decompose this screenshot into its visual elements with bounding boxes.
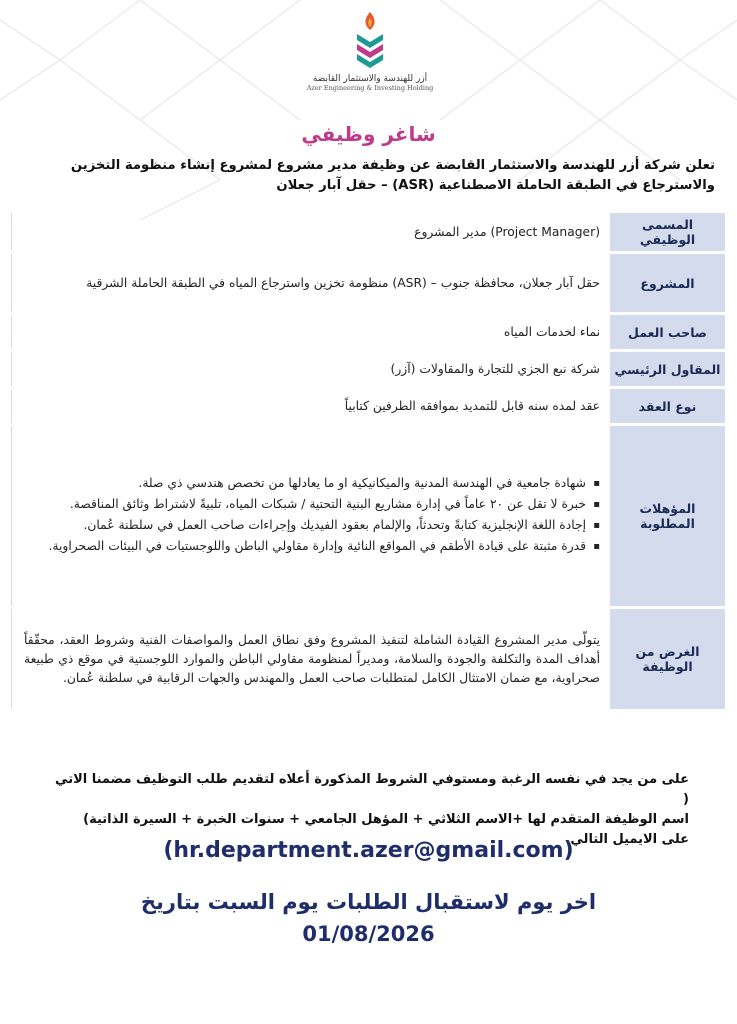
qualifications-list xyxy=(24,474,600,556)
contact-email[interactable]: (hr.department.azer@gmail.com) xyxy=(163,838,574,863)
table-row xyxy=(11,213,725,251)
table-row xyxy=(11,254,725,312)
table-row xyxy=(11,609,725,709)
table-row xyxy=(11,315,725,349)
row-value: شركة نبع الجزي للتجارة والمقاولات (آزر) xyxy=(11,352,610,386)
row-value: حقل آبار جعلان، محافظة جنوب – (ASR) منظومة تخزين واسترجاع المياه في الطبقة الحاملة الشرقية xyxy=(11,254,610,312)
job-details-table xyxy=(11,210,725,712)
row-value: يتولّى مدير المشروع القيادة الشاملة لتنفيذ المشروع وفق نطاق العمل والمواصفات الفنية وشروط العقد، محقّقاً أهداف المدة والتكلفة والجودة والسلامة، ومديراً لمنظومة مقاولي الباطن والموارد اللوجستية في موقع ذي طبيعة صحراوية، مع ضمان الامتثال الكامل لمتطلبات صاحب العمل والمهندس والجهات الرقابية في سلطنة عُمان. xyxy=(11,609,610,709)
apply-line: على الايميل التالي xyxy=(570,832,689,847)
logo-mark-icon xyxy=(353,10,387,72)
list-item: ▪ إجادة اللغة الإنجليزية كتابةً وتحدثاً، والإلمام بعقود الفيديك وإجراءات صاحب العمل في سلطنة عُمان. xyxy=(24,516,586,535)
logo-name-arabic: أزر للهندسة والاستثمار القابضة xyxy=(312,74,428,84)
row-value: عقد لمده سنه قابل للتمديد بموافقه الطرفين كتابياً xyxy=(11,389,610,423)
company-logo xyxy=(300,10,440,110)
list-item: ▪ شهادة جامعية في الهندسة المدنية والميكانيكية او ما يعادلها من تخصص هندسي ذي صلة. xyxy=(24,474,586,493)
row-value: (Project Manager) مدير المشروع xyxy=(11,213,610,251)
row-label: صاحب العمل xyxy=(610,315,725,349)
apply-line: على من يجد في نفسه الرغبة ومستوفي الشروط المذكورة أعلاه لتقديم طلب التوظيف مضمنا الاتي ( xyxy=(55,772,689,807)
row-label: المشروع xyxy=(610,254,725,312)
table-row xyxy=(11,426,725,606)
deadline-date: 01/08/2026 xyxy=(302,922,435,946)
qualifications-list-cell xyxy=(11,426,610,606)
table-row xyxy=(11,352,725,386)
page-title: شاغر وظيفي xyxy=(301,122,436,146)
deadline-text: اخر يوم لاستقبال الطلبات يوم السبت بتاريخ xyxy=(140,890,597,914)
row-label: المقاول الرئيسي xyxy=(610,352,725,386)
row-value: نماء لخدمات المياه xyxy=(11,315,610,349)
list-item: ▪ قدرة مثبتة على قيادة الأطقم في المواقع النائية وإدارة مقاولي الباطن واللوجستيات في البيئات الصحراوية. xyxy=(24,537,586,556)
row-label: المؤهلات المطلوبة xyxy=(610,426,725,606)
intro-paragraph: تعلن شركة أزر للهندسة والاستثمار القابضة عن وظيفة مدير مشروع لمشروع إنشاء منظومة التخزين والاسترجاع في الطبقة الحاملة الاصطناعية (ASR) – حقل آبار جعلان xyxy=(70,158,715,193)
list-item: ▪ خبرة لا تقل عن ٢٠ عاماً في إدارة مشاريع البنية التحتية / شبكات المياه، تلبيةً لاشتراط وثائق المناقصة. xyxy=(24,495,586,514)
row-label: الغرض من الوظيفة xyxy=(610,609,725,709)
apply-line: اسم الوظيفة المتقدم لها +الاسم الثلاثي + المؤهل الجامعي + سنوات الخبرة + السيرة الذاتية) xyxy=(83,812,689,827)
logo-name-english: Azer Engineering & Investing Holding xyxy=(306,84,434,92)
table-row xyxy=(11,389,725,423)
row-label: نوع العقد xyxy=(610,389,725,423)
row-label: المسمى الوظيفي xyxy=(610,213,725,251)
